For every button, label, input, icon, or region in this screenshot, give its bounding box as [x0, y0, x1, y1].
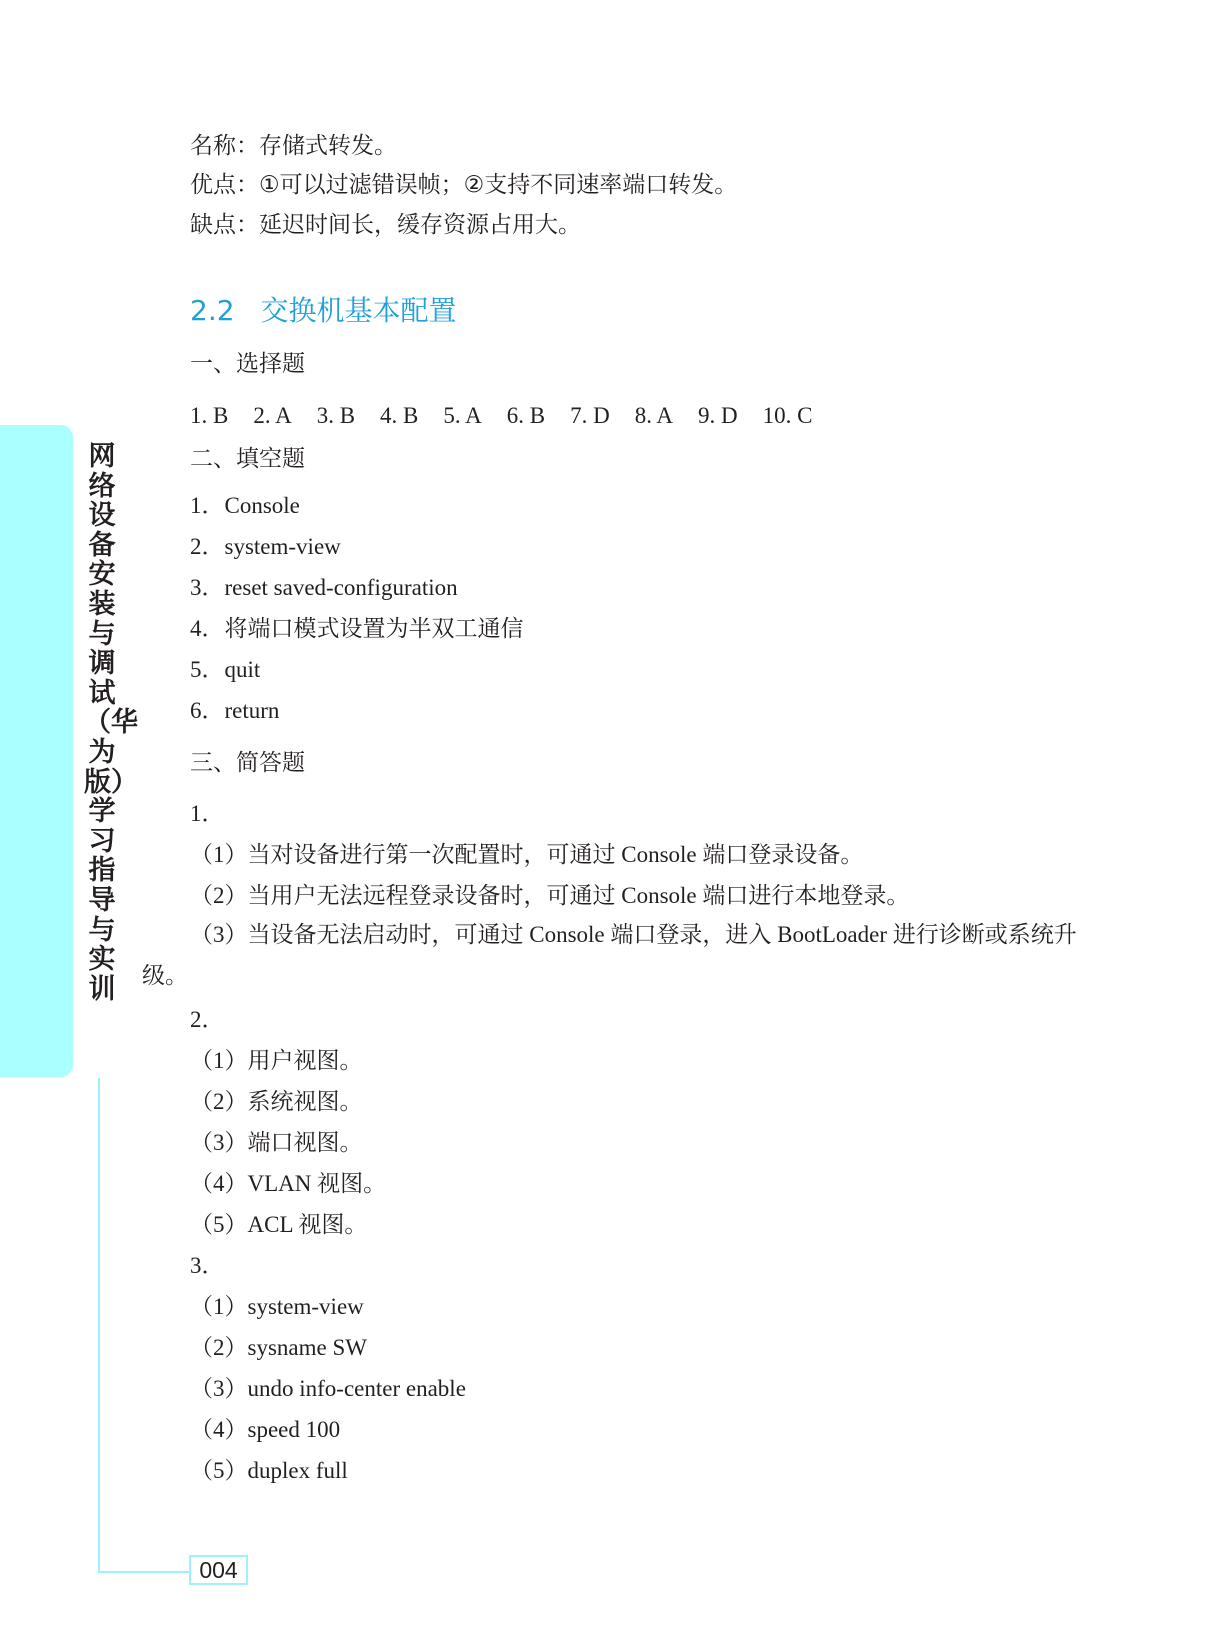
intro-name: 名称：存储式转发。	[190, 133, 397, 159]
q2-item: （4）VLAN 视图。	[190, 1171, 387, 1196]
choice-answer: 3. B	[316, 403, 356, 428]
fill-item: 1．Console	[190, 493, 300, 518]
q3-item: （4）speed 100	[190, 1417, 341, 1442]
intro-pros: 优点：①可以过滤错误帧；②支持不同速率端口转发。	[190, 172, 738, 198]
fill-item: 2．system-view	[190, 534, 341, 559]
q1-item: （2）当用户无法远程登录设备时，可通过 Console 端口进行本地登录。	[190, 883, 910, 908]
q2-item: （3）端口视图。	[190, 1130, 363, 1155]
q2-item: （2）系统视图。	[190, 1089, 363, 1114]
fill-item: 4．将端口模式设置为半双工通信	[190, 616, 524, 641]
q1-item: （3）当设备无法启动时，可通过 Console 端口登录，进入 BootLoader 进行诊断或系统升级。	[142, 922, 1077, 988]
q3-item: （2）sysname SW	[190, 1335, 367, 1360]
fill-item: 5．quit	[190, 657, 261, 682]
choice-answer: 2. A	[253, 403, 292, 428]
q3-item: （3）undo info-center enable	[190, 1376, 466, 1401]
choice-answer: 6. B	[506, 403, 546, 428]
short-heading: 三、简答题	[190, 750, 305, 776]
fill-heading: 二、填空题	[190, 446, 305, 472]
page-number: 004	[189, 1555, 248, 1585]
book-title: 网络设备安装与调试（华为版）学习指导与实训	[84, 441, 138, 1005]
q1-item: （1）当对设备进行第一次配置时，可通过 Console 端口登录设备。	[190, 842, 864, 867]
side-tab	[0, 425, 73, 1077]
section-title: 交换机基本配置	[260, 294, 457, 327]
choice-answer: 7. D	[570, 403, 610, 428]
section-number: 2.2	[190, 294, 235, 327]
intro-cons: 缺点：延迟时间长，缓存资源占用大。	[190, 212, 581, 238]
choice-answer: 4. B	[380, 403, 419, 428]
section-heading	[190, 293, 457, 329]
q2-item: （1）用户视图。	[190, 1048, 363, 1073]
q2-item: （5）ACL 视图。	[190, 1212, 368, 1237]
q3-label: 3．	[190, 1253, 225, 1278]
bottom-rule	[98, 1571, 190, 1573]
fill-item: 3．reset saved-configuration	[190, 575, 458, 600]
choice-answer: 8. A	[634, 403, 674, 428]
q1-label: 1．	[190, 801, 225, 826]
choice-answer: 1. B	[190, 403, 229, 428]
choice-answer: 5. A	[443, 403, 482, 428]
choice-answer: 10. C	[762, 403, 813, 428]
q2-label: 2．	[190, 1007, 225, 1032]
choice-answer: 9. D	[698, 403, 738, 428]
q3-item: （1）system-view	[190, 1294, 364, 1319]
fill-item: 6．return	[190, 698, 280, 723]
choice-answers	[190, 401, 838, 431]
side-rule	[98, 1078, 100, 1573]
choice-heading: 一、选择题	[190, 351, 305, 377]
q3-item: （5）duplex full	[190, 1458, 348, 1483]
